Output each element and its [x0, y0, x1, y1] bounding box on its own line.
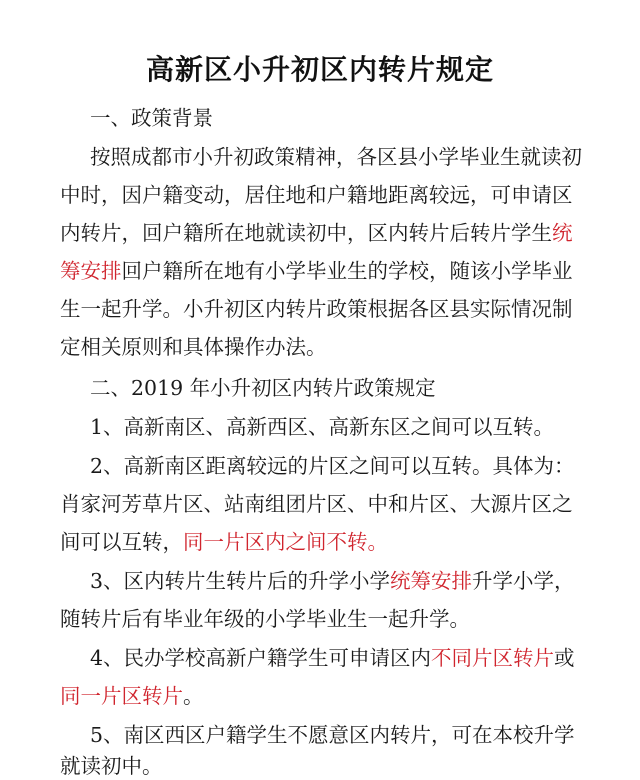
paragraph-line	[60, 333, 327, 361]
policy-item-5-line: 就读初中。	[60, 754, 163, 778]
highlight-text: 同一片区转片	[60, 684, 183, 708]
text-run: 3、区内转片生转片后的升学小学	[90, 569, 391, 593]
highlight-text: 统筹安排	[390, 569, 473, 593]
text-run: 。	[183, 684, 204, 708]
policy-item-2-line: 肖家河芳草片区、站南组团片区、中和片区、大源片区之	[60, 492, 573, 516]
paragraph-line	[60, 181, 573, 209]
highlight-text: 同一片区内之间不转。	[183, 530, 388, 554]
policy-item-4-line	[60, 682, 204, 710]
text-run: 回户籍所在地有小学毕业生的学校，随该小学毕业	[121, 259, 573, 283]
policy-item-1: 1、高新南区、高新西区、高新东区之间可以互转。	[90, 415, 555, 439]
policy-item-2-line	[60, 528, 388, 556]
text-run: 生一起升学。小升初区内转片政策根据各区县实际情况制	[60, 297, 573, 321]
text-run: 定相关原则和具体操作办法。	[60, 335, 327, 359]
paragraph-line	[90, 143, 582, 171]
policy-item-4-line	[90, 644, 575, 672]
policy-item-3-line: 随转片后有毕业年级的小学毕业生一起升学。	[60, 607, 470, 631]
text-run: 中时，因户籍变动，居住地和户籍地距离较远，可申请区	[60, 183, 573, 207]
document-title: 高新区小升初区内转片规定	[145, 53, 494, 86]
text-run: 按照成都市小升初政策精神，各区县小学毕业生就读初	[90, 145, 582, 169]
section-heading-policy: 二、2019 年小升初区内转片政策规定	[90, 376, 436, 400]
text-run: 内转片，回户籍所在地就读初中，区内转片后转片学生	[60, 221, 552, 245]
section-heading-background: 一、政策背景	[90, 106, 213, 130]
text-run: 或	[554, 646, 575, 670]
highlight-text: 不同片区转片	[431, 646, 555, 670]
policy-item-2-line: 2、高新南区距离较远的片区之间可以互转。具体为：	[90, 454, 575, 478]
paragraph-line	[60, 219, 573, 247]
text-run: 间可以互转，	[60, 530, 183, 554]
paragraph-line	[60, 257, 573, 285]
policy-item-5-line: 5、南区西区户籍学生不愿意区内转片，可在本校升学	[90, 723, 575, 747]
highlight-text: 筹安排	[60, 259, 122, 283]
policy-item-3-line	[90, 567, 575, 595]
paragraph-line	[60, 295, 573, 323]
text-run: 升学小学，	[472, 569, 575, 593]
text-run: 4、民办学校高新户籍学生可申请区内	[90, 646, 432, 670]
highlight-text: 统	[552, 221, 573, 245]
